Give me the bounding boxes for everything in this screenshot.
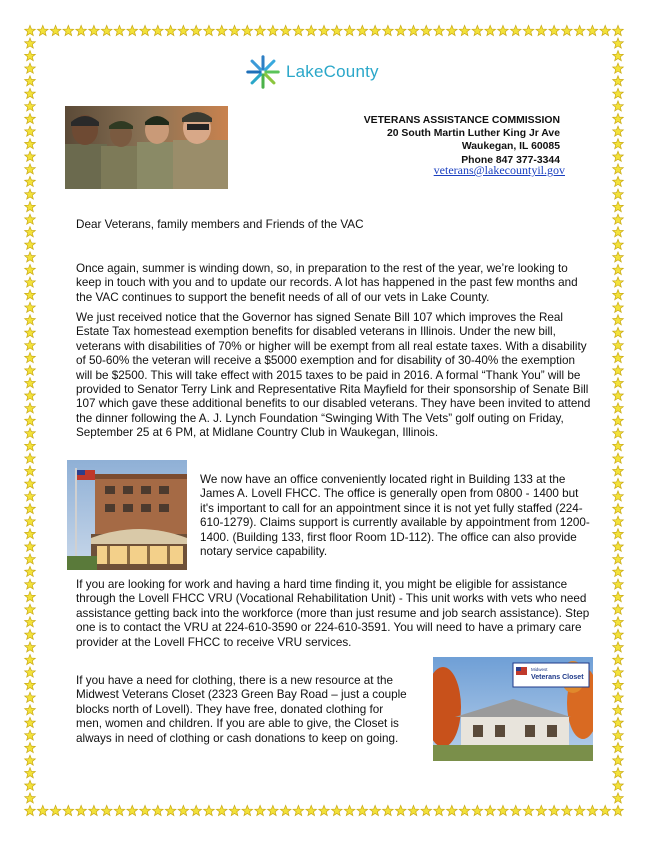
org-name: VETERANS ASSISTANCE COMMISSION bbox=[363, 115, 560, 126]
border-star-icon bbox=[485, 805, 496, 815]
border-star-icon bbox=[25, 390, 36, 400]
border-star-icon bbox=[140, 805, 151, 815]
border-star-icon bbox=[613, 101, 624, 111]
border-star-icon bbox=[613, 290, 624, 300]
border-star-icon bbox=[25, 604, 36, 614]
border-star-icon bbox=[191, 25, 202, 35]
border-star-icon bbox=[434, 25, 445, 35]
email-link[interactable]: veterans@lakecountyil.gov bbox=[433, 163, 565, 177]
border-star-icon bbox=[613, 768, 624, 778]
border-star-icon bbox=[613, 88, 624, 98]
border-star-icon bbox=[25, 101, 36, 111]
border-star-icon bbox=[63, 25, 74, 35]
border-star-icon bbox=[25, 780, 36, 790]
salutation: Dear Veterans, family members and Friends of the VAC bbox=[76, 218, 364, 231]
border-star-icon bbox=[37, 25, 48, 35]
border-star-icon bbox=[357, 25, 368, 35]
border-star-icon bbox=[613, 617, 624, 627]
border-star-icon bbox=[613, 541, 624, 551]
border-star-icon bbox=[178, 25, 189, 35]
border-star-icon bbox=[498, 805, 509, 815]
border-star-icon bbox=[613, 667, 624, 677]
border-star-icon bbox=[63, 805, 74, 815]
border-star-icon bbox=[25, 529, 36, 539]
border-star-icon bbox=[25, 793, 36, 803]
border-star-icon bbox=[89, 25, 100, 35]
city-state-zip: Waukegan, IL 60085 bbox=[461, 141, 560, 153]
border-star-icon bbox=[574, 805, 585, 815]
border-star-icon bbox=[25, 290, 36, 300]
border-star-icon bbox=[536, 805, 547, 815]
border-star-icon bbox=[613, 592, 624, 602]
border-star-icon bbox=[421, 25, 432, 35]
border-star-icon bbox=[613, 264, 624, 274]
border-star-icon bbox=[344, 805, 355, 815]
border-star-icon bbox=[613, 415, 624, 425]
border-star-icon bbox=[229, 805, 240, 815]
border-star-icon bbox=[25, 365, 36, 375]
border-star-icon bbox=[25, 176, 36, 186]
border-star-icon bbox=[114, 25, 125, 35]
border-star-icon bbox=[331, 25, 342, 35]
border-star-icon bbox=[25, 692, 36, 702]
border-star-icon bbox=[25, 654, 36, 664]
border-star-icon bbox=[25, 378, 36, 388]
border-star-icon bbox=[613, 529, 624, 539]
border-star-icon bbox=[25, 453, 36, 463]
border-star-icon bbox=[459, 25, 470, 35]
border-star-icon bbox=[613, 176, 624, 186]
border-star-icon bbox=[613, 743, 624, 753]
border-star-icon bbox=[613, 76, 624, 86]
veterans-closet-photo bbox=[433, 657, 593, 761]
border-star-icon bbox=[242, 805, 253, 815]
border-star-icon bbox=[25, 277, 36, 287]
border-star-icon bbox=[549, 805, 560, 815]
border-star-icon bbox=[165, 25, 176, 35]
border-star-icon bbox=[587, 25, 598, 35]
border-star-icon bbox=[613, 604, 624, 614]
border-star-icon bbox=[510, 25, 521, 35]
border-star-icon bbox=[25, 353, 36, 363]
border-star-icon bbox=[293, 25, 304, 35]
border-star-icon bbox=[613, 151, 624, 161]
border-star-icon bbox=[613, 277, 624, 287]
paragraph-intro: Once again, summer is winding down, so, in preparation to the rest of the year, we’re looking to keep in touch with you and to update our records. A lot has happened in the past few months and the VAC continues to support the benefit needs of all of our vets in Lake County. bbox=[76, 262, 578, 304]
phone-number: Phone 847 377-3344 bbox=[461, 154, 560, 166]
border-star-icon bbox=[510, 805, 521, 815]
border-star-icon bbox=[613, 252, 624, 262]
border-star-icon bbox=[613, 189, 624, 199]
border-star-icon bbox=[216, 25, 227, 35]
border-star-icon bbox=[229, 25, 240, 35]
border-star-icon bbox=[613, 680, 624, 690]
border-star-icon bbox=[204, 25, 215, 35]
paragraph-vru: If you are looking for work and having a hard time finding it, you might be eligible for assistance through the Lovell FHCC VRU (Vocational Rehabilitation Unit) - This unit works with vets who need assistance getting back into the workforce (more than just resume and job search assistance). Step one is to contact the VRU at 224-610-3590 or 224-610-3591. You will need to have a primary care provider at the Lovell FHCC to receive VRU services. bbox=[76, 578, 590, 649]
border-star-icon bbox=[613, 793, 624, 803]
border-star-icon bbox=[383, 805, 394, 815]
border-star-icon bbox=[613, 654, 624, 664]
border-star-icon bbox=[25, 466, 36, 476]
border-star-icon bbox=[25, 189, 36, 199]
border-star-icon bbox=[613, 453, 624, 463]
border-star-icon bbox=[613, 629, 624, 639]
border-star-icon bbox=[127, 25, 138, 35]
border-star-icon bbox=[101, 25, 112, 35]
border-star-icon bbox=[395, 805, 406, 815]
border-star-icon bbox=[472, 805, 483, 815]
border-star-icon bbox=[613, 805, 624, 815]
border-star-icon bbox=[25, 441, 36, 451]
border-star-icon bbox=[25, 680, 36, 690]
border-star-icon bbox=[319, 805, 330, 815]
border-star-icon bbox=[613, 164, 624, 174]
lake-county-logo bbox=[244, 53, 379, 91]
border-star-icon bbox=[25, 516, 36, 526]
soldiers-photo bbox=[65, 106, 228, 189]
border-star-icon bbox=[293, 805, 304, 815]
border-star-icon bbox=[76, 805, 87, 815]
border-star-icon bbox=[25, 478, 36, 488]
border-star-icon bbox=[459, 805, 470, 815]
border-star-icon bbox=[25, 164, 36, 174]
border-star-icon bbox=[255, 25, 266, 35]
border-star-icon bbox=[25, 239, 36, 249]
border-star-icon bbox=[613, 579, 624, 589]
border-star-icon bbox=[25, 503, 36, 513]
border-star-icon bbox=[25, 541, 36, 551]
border-star-icon bbox=[25, 202, 36, 212]
border-star-icon bbox=[306, 805, 317, 815]
border-star-icon bbox=[434, 805, 445, 815]
border-star-icon bbox=[613, 566, 624, 576]
border-star-icon bbox=[25, 38, 36, 48]
border-star-icon bbox=[25, 743, 36, 753]
border-star-icon bbox=[370, 805, 381, 815]
border-star-icon bbox=[613, 315, 624, 325]
address-block bbox=[360, 114, 560, 167]
border-star-icon bbox=[370, 25, 381, 35]
border-star-icon bbox=[140, 25, 151, 35]
border-star-icon bbox=[319, 25, 330, 35]
border-star-icon bbox=[25, 730, 36, 740]
border-star-icon bbox=[600, 25, 611, 35]
border-star-icon bbox=[613, 214, 624, 224]
border-star-icon bbox=[25, 566, 36, 576]
border-star-icon bbox=[408, 25, 419, 35]
border-star-icon bbox=[153, 805, 164, 815]
border-star-icon bbox=[600, 805, 611, 815]
border-star-icon bbox=[280, 805, 291, 815]
border-star-icon bbox=[613, 51, 624, 61]
border-star-icon bbox=[25, 617, 36, 627]
border-star-icon bbox=[25, 302, 36, 312]
border-star-icon bbox=[25, 579, 36, 589]
border-star-icon bbox=[127, 805, 138, 815]
border-star-icon bbox=[613, 327, 624, 337]
border-star-icon bbox=[101, 805, 112, 815]
border-star-icon bbox=[613, 202, 624, 212]
border-star-icon bbox=[587, 805, 598, 815]
border-star-icon bbox=[76, 25, 87, 35]
border-star-icon bbox=[613, 642, 624, 652]
border-star-icon bbox=[25, 491, 36, 501]
border-star-icon bbox=[25, 403, 36, 413]
border-star-icon bbox=[408, 805, 419, 815]
border-star-icon bbox=[25, 252, 36, 262]
border-star-icon bbox=[25, 667, 36, 677]
border-star-icon bbox=[549, 25, 560, 35]
border-star-icon bbox=[613, 340, 624, 350]
border-star-icon bbox=[613, 780, 624, 790]
border-star-icon bbox=[613, 126, 624, 136]
border-star-icon bbox=[50, 25, 61, 35]
border-star-icon bbox=[25, 139, 36, 149]
border-star-icon bbox=[613, 503, 624, 513]
border-star-icon bbox=[613, 378, 624, 388]
border-star-icon bbox=[255, 805, 266, 815]
street-address: 20 South Martin Luther King Jr Ave bbox=[386, 128, 560, 140]
border-star-icon bbox=[280, 25, 291, 35]
border-star-icon bbox=[25, 227, 36, 237]
border-star-icon bbox=[25, 51, 36, 61]
border-star-icon bbox=[485, 25, 496, 35]
border-star-icon bbox=[25, 315, 36, 325]
border-star-icon bbox=[25, 76, 36, 86]
border-star-icon bbox=[153, 25, 164, 35]
border-star-icon bbox=[25, 340, 36, 350]
border-star-icon bbox=[613, 365, 624, 375]
border-star-icon bbox=[613, 692, 624, 702]
border-star-icon bbox=[344, 25, 355, 35]
border-star-icon bbox=[523, 805, 534, 815]
border-star-icon bbox=[25, 629, 36, 639]
border-star-icon bbox=[25, 592, 36, 602]
border-star-icon bbox=[574, 25, 585, 35]
border-star-icon bbox=[25, 113, 36, 123]
border-star-icon bbox=[191, 805, 202, 815]
closet-sign-title: Veterans Closet bbox=[531, 674, 584, 681]
border-star-icon bbox=[25, 642, 36, 652]
border-star-icon bbox=[268, 25, 279, 35]
border-star-icon bbox=[25, 126, 36, 136]
lake-county-logo-icon bbox=[244, 53, 282, 91]
border-star-icon bbox=[114, 805, 125, 815]
border-star-icon bbox=[613, 466, 624, 476]
border-star-icon bbox=[613, 730, 624, 740]
border-star-icon bbox=[25, 554, 36, 564]
border-star-icon bbox=[421, 805, 432, 815]
border-star-icon bbox=[89, 805, 100, 815]
border-star-icon bbox=[613, 390, 624, 400]
border-star-icon bbox=[613, 353, 624, 363]
border-star-icon bbox=[25, 151, 36, 161]
border-star-icon bbox=[37, 805, 48, 815]
border-star-icon bbox=[613, 239, 624, 249]
border-star-icon bbox=[306, 25, 317, 35]
border-star-icon bbox=[165, 805, 176, 815]
border-star-icon bbox=[562, 805, 573, 815]
border-star-icon bbox=[25, 717, 36, 727]
border-star-icon bbox=[613, 63, 624, 73]
border-star-icon bbox=[178, 805, 189, 815]
border-star-icon bbox=[25, 768, 36, 778]
border-star-icon bbox=[242, 25, 253, 35]
border-star-icon bbox=[613, 554, 624, 564]
border-star-icon bbox=[25, 327, 36, 337]
paragraph-office: We now have an office conveniently located right in Building 133 at the James A. Lovell FHCC. The office is generally open from 0800 - 1400 but it's important to call for an appointment since it is not yet fully staffed (224-610-1279). Claims support is currently available by appointment from 1200-1400. (Building 133, first floor Room 1D-112). The office can also provide notary service capability. bbox=[200, 473, 590, 559]
border-star-icon bbox=[331, 805, 342, 815]
border-star-icon bbox=[613, 478, 624, 488]
border-star-icon bbox=[25, 88, 36, 98]
border-star-icon bbox=[613, 25, 624, 35]
paragraph-clothing: If you have a need for clothing, there is a new resource at the Midwest Veterans Closet (2323 Green Bay Road – just a couple blocks north of Lovell). They have free, donated clothing for men, women and children. If you are able to give, the Closet is always in need of clothing or cash donations to keep on going. bbox=[76, 674, 407, 745]
border-star-icon bbox=[25, 755, 36, 765]
border-star-icon bbox=[613, 428, 624, 438]
border-star-icon bbox=[216, 805, 227, 815]
border-star-icon bbox=[613, 139, 624, 149]
border-star-icon bbox=[613, 38, 624, 48]
border-star-icon bbox=[613, 705, 624, 715]
border-star-icon bbox=[613, 755, 624, 765]
paragraph-senate-bill: We just received notice that the Governor has signed Senate Bill 107 which improves the Real Estate Tax homestead exemption benefits for disabled veterans in Illinois. Under the new bill, veterans with disabilities of 70% or higher will be exempt from all real estate taxes. With a disability of 50-60% the veteran will receive a $5000 exemption and for disability of 30-40% the exemption will be $2500. This will take effect with 2015 taxes to be paid in 2016. A formal “Thank You” will be provided to Senator Terry Link and Representative Rita Mayfield for their sponsorship of Senate Bill 107 which gave these additional benefits to our disabled veterans. They have been invited to attend the dinner following the A. J. Lynch Foundation “Swinging With The Vets” golf outing on Friday, September 25 at 6 PM, at Midlane Country Club in Waukegan, Illinois. bbox=[76, 311, 591, 440]
border-star-icon bbox=[523, 25, 534, 35]
border-star-icon bbox=[25, 415, 36, 425]
border-star-icon bbox=[613, 516, 624, 526]
border-star-icon bbox=[25, 214, 36, 224]
border-star-icon bbox=[383, 25, 394, 35]
border-star-icon bbox=[536, 25, 547, 35]
border-star-icon bbox=[25, 25, 36, 35]
border-star-icon bbox=[613, 717, 624, 727]
border-star-icon bbox=[447, 805, 458, 815]
border-star-icon bbox=[447, 25, 458, 35]
border-star-icon bbox=[25, 805, 36, 815]
border-star-icon bbox=[498, 25, 509, 35]
closet-sign-small: Midwest bbox=[531, 667, 548, 672]
border-star-icon bbox=[268, 805, 279, 815]
border-star-icon bbox=[613, 403, 624, 413]
building-photo bbox=[67, 460, 187, 570]
border-star-icon bbox=[472, 25, 483, 35]
border-star-icon bbox=[395, 25, 406, 35]
border-star-icon bbox=[613, 227, 624, 237]
border-star-icon bbox=[25, 63, 36, 73]
logo-text: LakeCounty bbox=[286, 62, 379, 81]
border-star-icon bbox=[613, 302, 624, 312]
border-star-icon bbox=[50, 805, 61, 815]
border-star-icon bbox=[204, 805, 215, 815]
border-star-icon bbox=[25, 264, 36, 274]
border-star-icon bbox=[613, 491, 624, 501]
border-star-icon bbox=[25, 705, 36, 715]
border-star-icon bbox=[357, 805, 368, 815]
border-star-icon bbox=[562, 25, 573, 35]
border-star-icon bbox=[613, 441, 624, 451]
border-star-icon bbox=[25, 428, 36, 438]
border-star-icon bbox=[613, 113, 624, 123]
